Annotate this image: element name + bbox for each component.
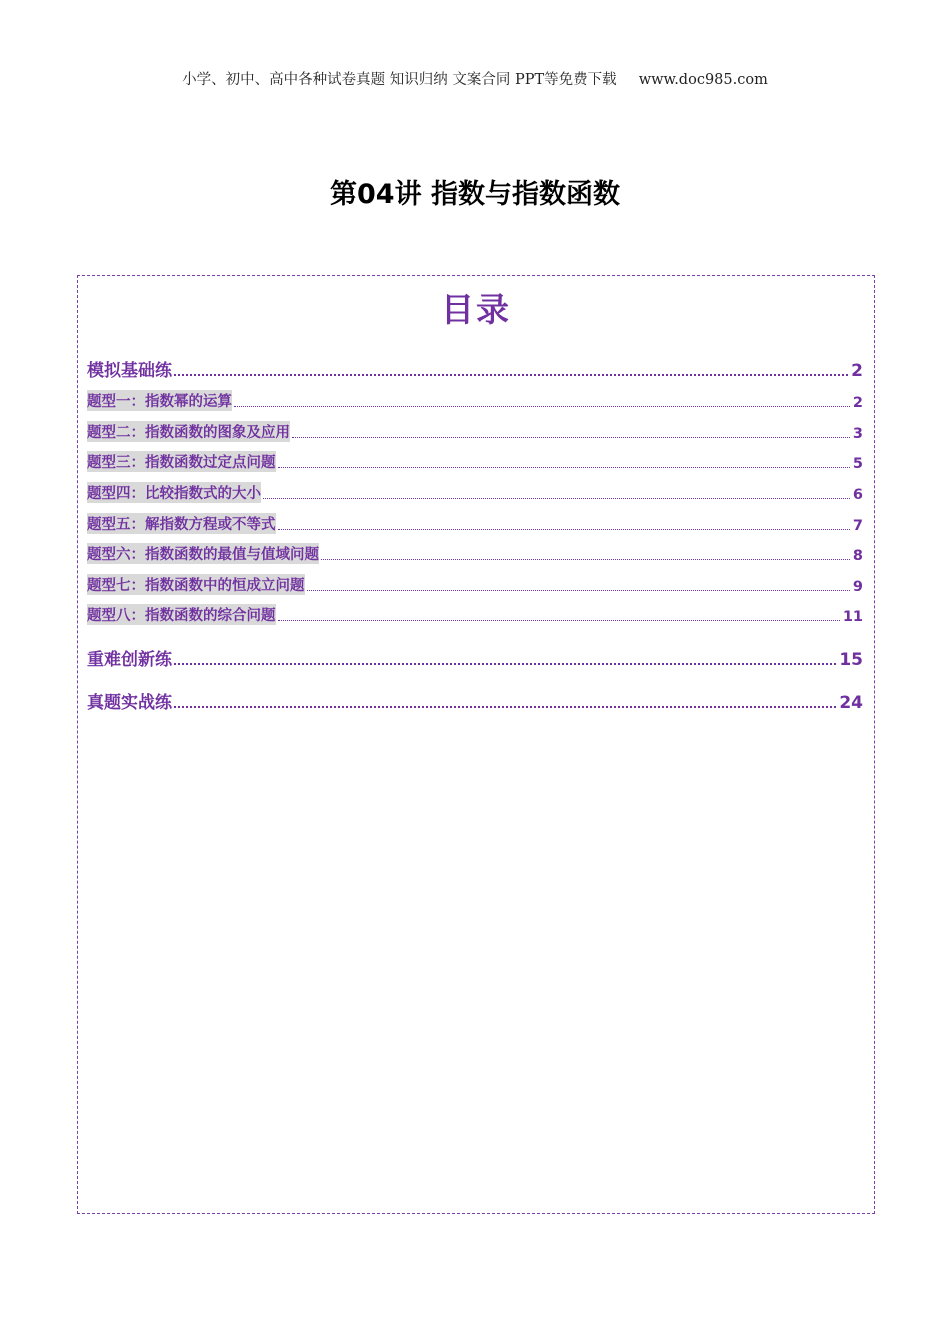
header-text: 小学、初中、高中各种试卷真题 知识归纳 文案合同 PPT等免费下载: [182, 72, 617, 88]
document-title: 第04讲 指数与指数函数: [330, 179, 620, 210]
toc-entry-page: 7: [852, 518, 863, 534]
toc-entry-label: 题型八：指数函数的综合问题: [87, 604, 276, 625]
toc-entry-type-3[interactable]: [87, 451, 863, 472]
toc-entry-label: 题型六：指数函数的最值与值域问题: [87, 543, 319, 564]
toc-entry-type-5[interactable]: [87, 513, 863, 534]
toc-entry-label: 题型七：指数函数中的恒成立问题: [87, 574, 305, 595]
toc-leader-dots: [307, 590, 850, 591]
toc-leader-dots: [321, 559, 850, 560]
toc-entry-page: 8: [852, 548, 863, 564]
toc-entry-type-7[interactable]: [87, 574, 863, 595]
toc-entry-type-2[interactable]: [87, 421, 863, 442]
toc-entry-page: 15: [839, 650, 863, 670]
toc-entry-type-6[interactable]: [87, 543, 863, 564]
toc-entry-label: 题型四：比较指数式的大小: [87, 482, 261, 503]
table-of-contents: [77, 275, 875, 1214]
toc-entry-type-4[interactable]: [87, 482, 863, 503]
toc-entry-label: 题型三：指数函数过定点问题: [87, 451, 276, 472]
toc-entry-page: 6: [852, 487, 863, 503]
toc-entry-page: 24: [839, 693, 863, 713]
toc-leader-dots: [278, 620, 840, 621]
toc-leader-dots: [174, 706, 836, 708]
toc-entry-mock-basic[interactable]: [87, 356, 863, 381]
toc-entry-type-8[interactable]: [87, 604, 863, 625]
toc-entry-label: 真题实战练: [87, 693, 172, 713]
toc-heading: 目录: [441, 290, 511, 329]
toc-leader-dots: [174, 374, 848, 376]
toc-entry-page: 9: [852, 579, 863, 595]
toc-entry-page: 2: [851, 361, 863, 381]
toc-leader-dots: [278, 529, 850, 530]
page-header: [0, 68, 950, 89]
toc-entry-label: 题型五：解指数方程或不等式: [87, 513, 276, 534]
toc-entry-label: 重难创新练: [87, 650, 172, 670]
toc-leader-dots: [174, 663, 836, 665]
toc-entry-page: 2: [852, 395, 863, 411]
toc-leader-dots: [263, 498, 850, 499]
toc-entry-label: 题型一：指数幂的运算: [87, 390, 232, 411]
toc-entry-real-exam[interactable]: [87, 688, 863, 713]
toc-leader-dots: [278, 467, 850, 468]
header-site-link[interactable]: www.doc985.com: [638, 72, 768, 88]
toc-entry-label: 题型二：指数函数的图象及应用: [87, 421, 290, 442]
toc-entry-type-1[interactable]: [87, 390, 863, 411]
toc-entry-hard-innovation[interactable]: [87, 645, 863, 670]
toc-leader-dots: [234, 406, 850, 407]
toc-entry-label: 模拟基础练: [87, 361, 172, 381]
toc-entry-page: 3: [852, 426, 863, 442]
toc-entry-page: 5: [852, 456, 863, 472]
toc-entry-page: 11: [842, 609, 863, 625]
toc-leader-dots: [292, 437, 850, 438]
